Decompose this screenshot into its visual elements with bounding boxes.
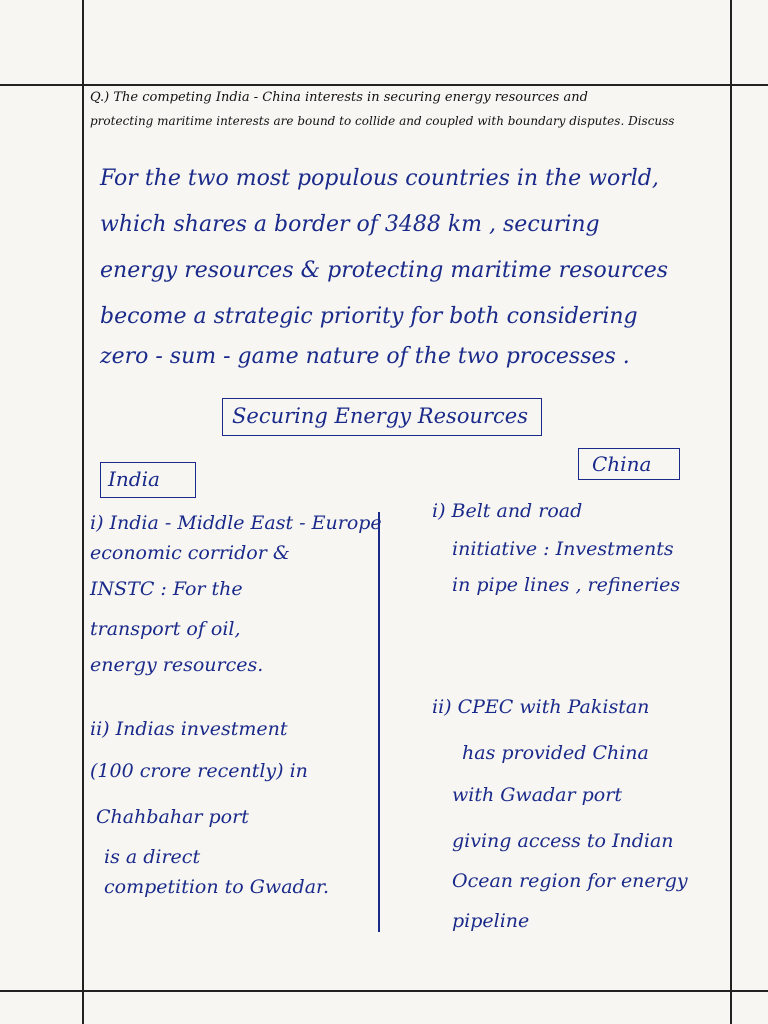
left-margin-line (82, 0, 84, 1024)
intro-line-4: become a strategic priority for both considering (100, 304, 638, 329)
china-point-2-line-3: with Gwadar port (452, 784, 622, 806)
china-point-2-line-2: has provided China (462, 742, 649, 764)
india-point-2-line-3: Chahbahar port (96, 806, 249, 828)
china-title: China (592, 452, 652, 476)
china-point-2-line-6: pipeline (452, 910, 530, 932)
india-point-2-line-5: competition to Gwadar. (104, 876, 330, 898)
question-line-1: Q.) The competing India - China interests in securing energy resources and (90, 90, 588, 105)
china-point-1-line-3: in pipe lines , refineries (452, 574, 681, 596)
china-point-2-line-1: ii) CPEC with Pakistan (432, 696, 650, 718)
question-line-2: protecting maritime interests are bound to collide and coupled with boundary disputes. Discuss (90, 114, 675, 128)
china-point-2-line-5: Ocean region for energy (452, 870, 688, 892)
india-point-1-line-3: INSTC : For the (90, 578, 243, 600)
india-point-1-line-5: energy resources. (90, 654, 264, 676)
top-margin-line (0, 84, 768, 86)
india-point-2-line-4: is a direct (104, 846, 201, 868)
intro-line-1: For the two most populous countries in the world, (100, 166, 659, 191)
china-point-1-line-2: initiative : Investments (452, 538, 674, 560)
china-point-2-line-4: giving access to Indian (452, 830, 674, 852)
india-point-2-line-2: (100 crore recently) in (90, 760, 308, 782)
section-heading: Securing Energy Resources (232, 404, 528, 428)
intro-line-5: zero - sum - game nature of the two processes . (100, 344, 630, 369)
india-point-2-line-1: ii) Indias investment (90, 718, 288, 740)
bottom-margin-line (0, 990, 768, 992)
intro-line-3: energy resources & protecting maritime resources (100, 258, 669, 283)
right-margin-line (730, 0, 732, 1024)
india-point-1-line-4: transport of oil, (90, 618, 241, 640)
column-divider (378, 512, 380, 932)
india-point-1-line-2: economic corridor & (90, 542, 290, 564)
india-title: India (108, 467, 160, 491)
china-point-1-line-1: i) Belt and road (432, 500, 583, 522)
india-point-1-line-1: i) India - Middle East - Europe (90, 512, 382, 534)
intro-line-2: which shares a border of 3488 km , securing (100, 212, 600, 237)
